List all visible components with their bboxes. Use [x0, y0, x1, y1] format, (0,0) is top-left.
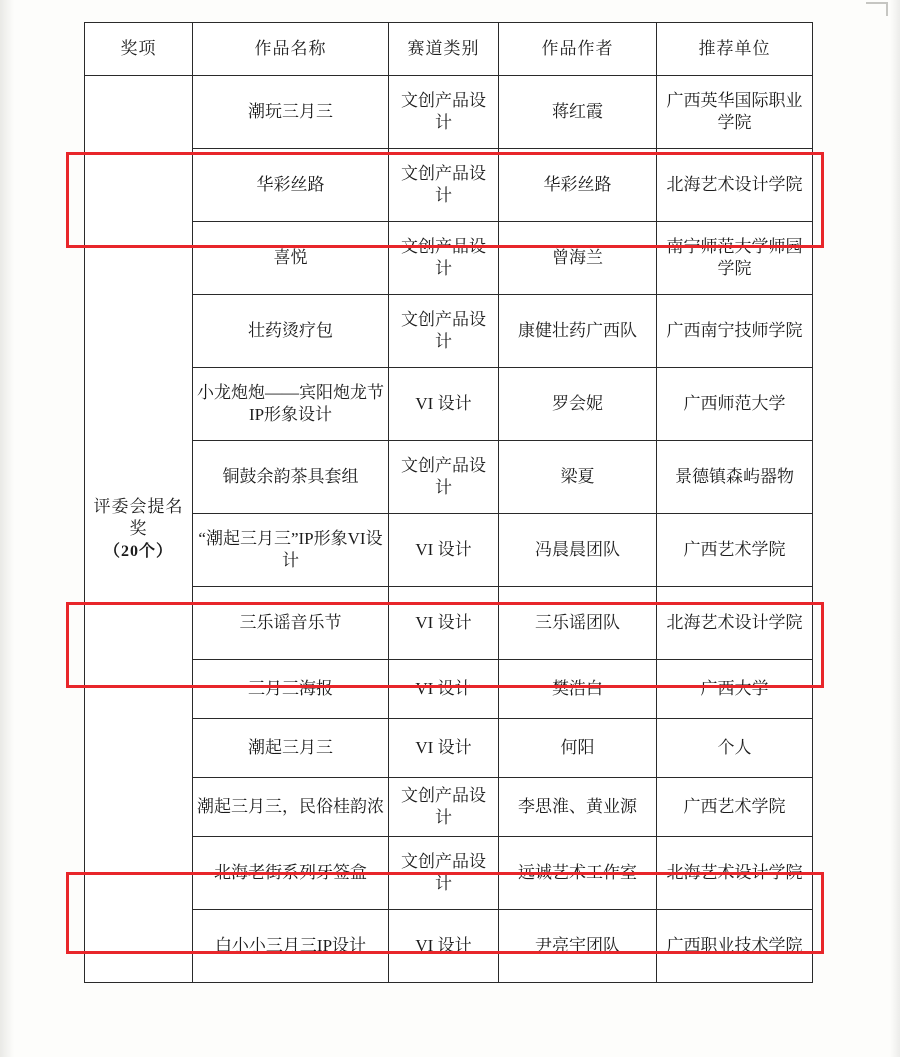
- work-name: 白小小三月三IP设计: [193, 910, 389, 983]
- track-category: VI 设计: [389, 514, 499, 587]
- track-category: 文创产品设计: [389, 441, 499, 514]
- work-name: 北海老街系列牙签盒: [193, 837, 389, 910]
- recommending-unit: 北海艺术设计学院: [657, 837, 813, 910]
- track-category: 文创产品设计: [389, 149, 499, 222]
- track-category: VI 设计: [389, 719, 499, 778]
- table-row: [85, 514, 813, 587]
- table-row: [85, 910, 813, 983]
- award-group-count: （20个）: [103, 542, 173, 560]
- table-row: [85, 441, 813, 514]
- recommending-unit: 个人: [657, 719, 813, 778]
- recommending-unit: 北海艺术设计学院: [657, 587, 813, 660]
- track-category: VI 设计: [389, 910, 499, 983]
- track-category: 文创产品设计: [389, 76, 499, 149]
- column-header-work-name: 作品名称: [193, 23, 389, 76]
- track-category: 文创产品设计: [389, 837, 499, 910]
- work-name: 三月三海报: [193, 660, 389, 719]
- work-name: “潮起三月三”IP形象VI设计: [193, 514, 389, 587]
- work-author: 远诚艺术工作室: [499, 837, 657, 910]
- table-row: [85, 295, 813, 368]
- work-author: 蒋红霞: [499, 76, 657, 149]
- table-row: [85, 719, 813, 778]
- recommending-unit: 广西艺术学院: [657, 778, 813, 837]
- work-name: 喜悦: [193, 222, 389, 295]
- work-author: 尹亮宇团队: [499, 910, 657, 983]
- award-group-label: 评委会提名奖: [93, 497, 184, 539]
- work-name: 潮起三月三: [193, 719, 389, 778]
- table-row: [85, 222, 813, 295]
- recommending-unit: 景德镇森屿器物: [657, 441, 813, 514]
- recommending-unit: 广西大学: [657, 660, 813, 719]
- recommending-unit: 广西职业技术学院: [657, 910, 813, 983]
- work-name: 铜鼓余韵茶具套组: [193, 441, 389, 514]
- table-row: [85, 778, 813, 837]
- table-row: [85, 587, 813, 660]
- work-author: 何阳: [499, 719, 657, 778]
- table-row: [85, 368, 813, 441]
- award-list-table: [84, 22, 813, 983]
- table-row: [85, 660, 813, 719]
- page-corner-mark: [866, 2, 888, 16]
- column-header-track-category: 赛道类别: [389, 23, 499, 76]
- recommending-unit: 广西南宁技师学院: [657, 295, 813, 368]
- recommending-unit: 广西师范大学: [657, 368, 813, 441]
- work-author: 康健壮药广西队: [499, 295, 657, 368]
- recommending-unit: 广西英华国际职业学院: [657, 76, 813, 149]
- track-category: VI 设计: [389, 660, 499, 719]
- work-author: 曾海兰: [499, 222, 657, 295]
- track-category: 文创产品设计: [389, 295, 499, 368]
- work-author: 华彩丝路: [499, 149, 657, 222]
- column-header-award: 奖项: [85, 23, 193, 76]
- column-header-author: 作品作者: [499, 23, 657, 76]
- table-header: [85, 23, 813, 76]
- work-author: 三乐谣团队: [499, 587, 657, 660]
- recommending-unit: 北海艺术设计学院: [657, 149, 813, 222]
- work-author: 梁夏: [499, 441, 657, 514]
- table-row: [85, 837, 813, 910]
- work-name: 三乐谣音乐节: [193, 587, 389, 660]
- work-author: 樊浩白: [499, 660, 657, 719]
- work-name: 壮药烫疗包: [193, 295, 389, 368]
- table-row: [85, 149, 813, 222]
- work-author: 罗会妮: [499, 368, 657, 441]
- award-group-cell: [85, 76, 193, 983]
- table-body: [85, 76, 813, 983]
- track-category: 文创产品设计: [389, 778, 499, 837]
- table-row: [85, 76, 813, 149]
- recommending-unit: 广西艺术学院: [657, 514, 813, 587]
- work-name: 潮起三月三，民俗桂韵浓: [193, 778, 389, 837]
- work-name: 潮玩三月三: [193, 76, 389, 149]
- track-category: 文创产品设计: [389, 222, 499, 295]
- work-name: 小龙炮炮——宾阳炮龙节IP形象设计: [193, 368, 389, 441]
- work-author: 冯晨晨团队: [499, 514, 657, 587]
- track-category: VI 设计: [389, 368, 499, 441]
- work-author: 李思淮、黄业源: [499, 778, 657, 837]
- recommending-unit: 南宁师范大学师园学院: [657, 222, 813, 295]
- column-header-recommending-unit: 推荐单位: [657, 23, 813, 76]
- track-category: VI 设计: [389, 587, 499, 660]
- work-name: 华彩丝路: [193, 149, 389, 222]
- table-header-row: [85, 23, 813, 76]
